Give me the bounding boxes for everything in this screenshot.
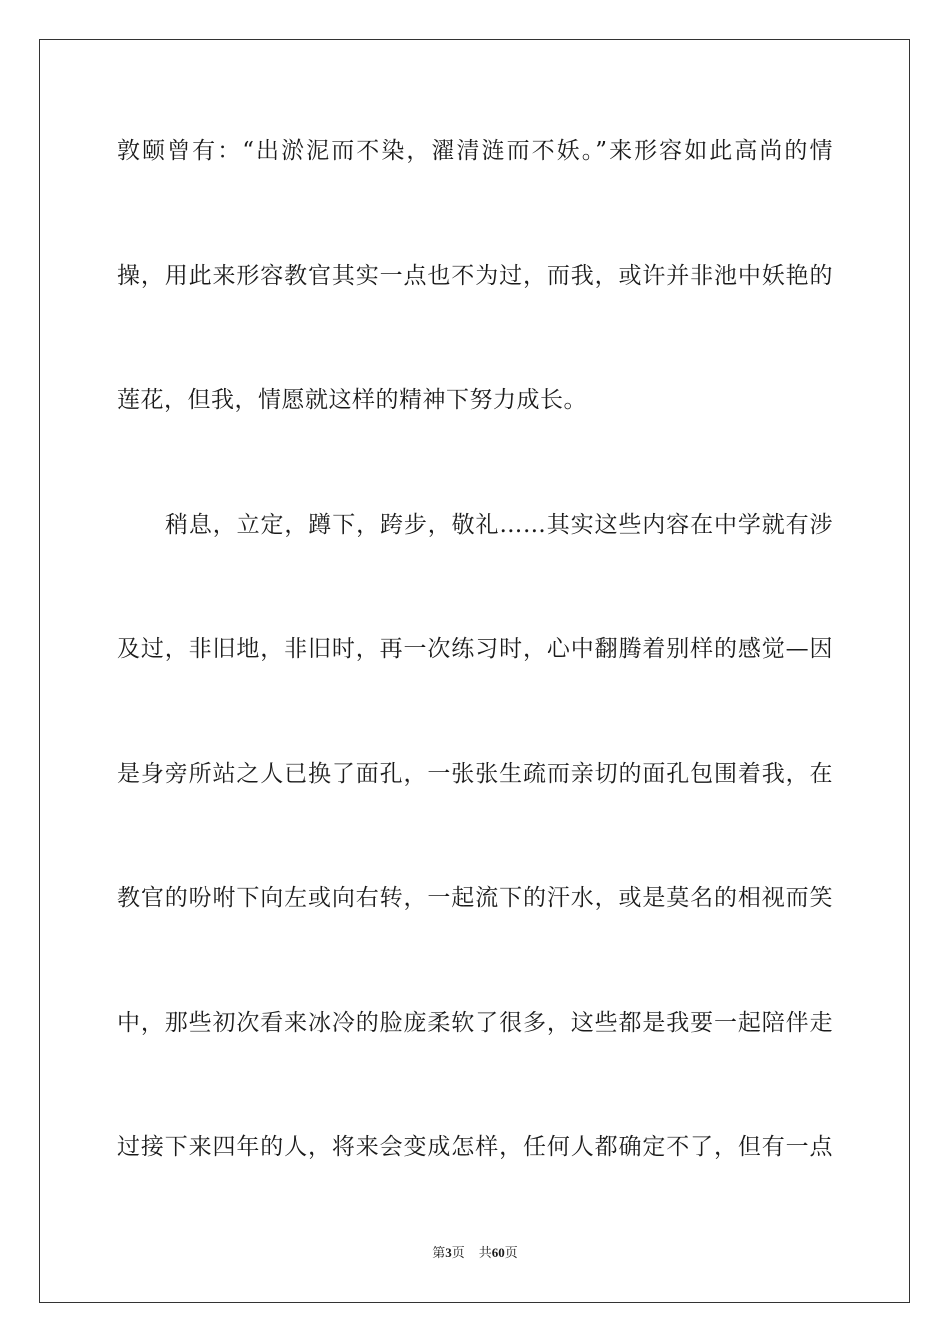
page-prefix: 第 xyxy=(432,1245,446,1260)
text-line: 稍息，立定，蹲下，跨步，敬礼……其实这些内容在中学就有涉 xyxy=(165,512,833,538)
text-line: 莲花，但我，情愿就这样的精神下努力成长。 xyxy=(117,387,587,413)
text-line: 教官的吩咐下向左或向右转，一起流下的汗水，或是莫名的相视而笑 xyxy=(117,885,833,911)
text-line: 操，用此来形容教官其实一点也不为过，而我，或许并非池中妖艳的 xyxy=(117,263,833,289)
text-line: 是身旁所站之人已换了面孔，一张张生疏而亲切的面孔包围着我，在 xyxy=(117,761,833,787)
text-line: 敦颐曾有：“出淤泥而不染，濯清涟而不妖。”来形容如此高尚的情 xyxy=(117,138,833,164)
page-number: 3 xyxy=(445,1245,452,1260)
page-footer xyxy=(0,1244,950,1262)
text-line: 及过，非旧地，非旧时，再一次练习时，心中翻腾着别样的感觉—因 xyxy=(117,636,833,662)
total-pages: 60 xyxy=(491,1245,505,1260)
page-border xyxy=(39,39,910,1303)
text-line: 过接下来四年的人，将来会变成怎样，任何人都确定不了，但有一点 xyxy=(117,1134,833,1160)
total-prefix: 共 xyxy=(478,1245,492,1260)
text-line: 中，那些初次看来冰冷的脸庞柔软了很多，这些都是我要一起陪伴走 xyxy=(117,1010,833,1036)
page-suffix: 页 xyxy=(451,1245,465,1260)
total-suffix: 页 xyxy=(504,1245,518,1260)
